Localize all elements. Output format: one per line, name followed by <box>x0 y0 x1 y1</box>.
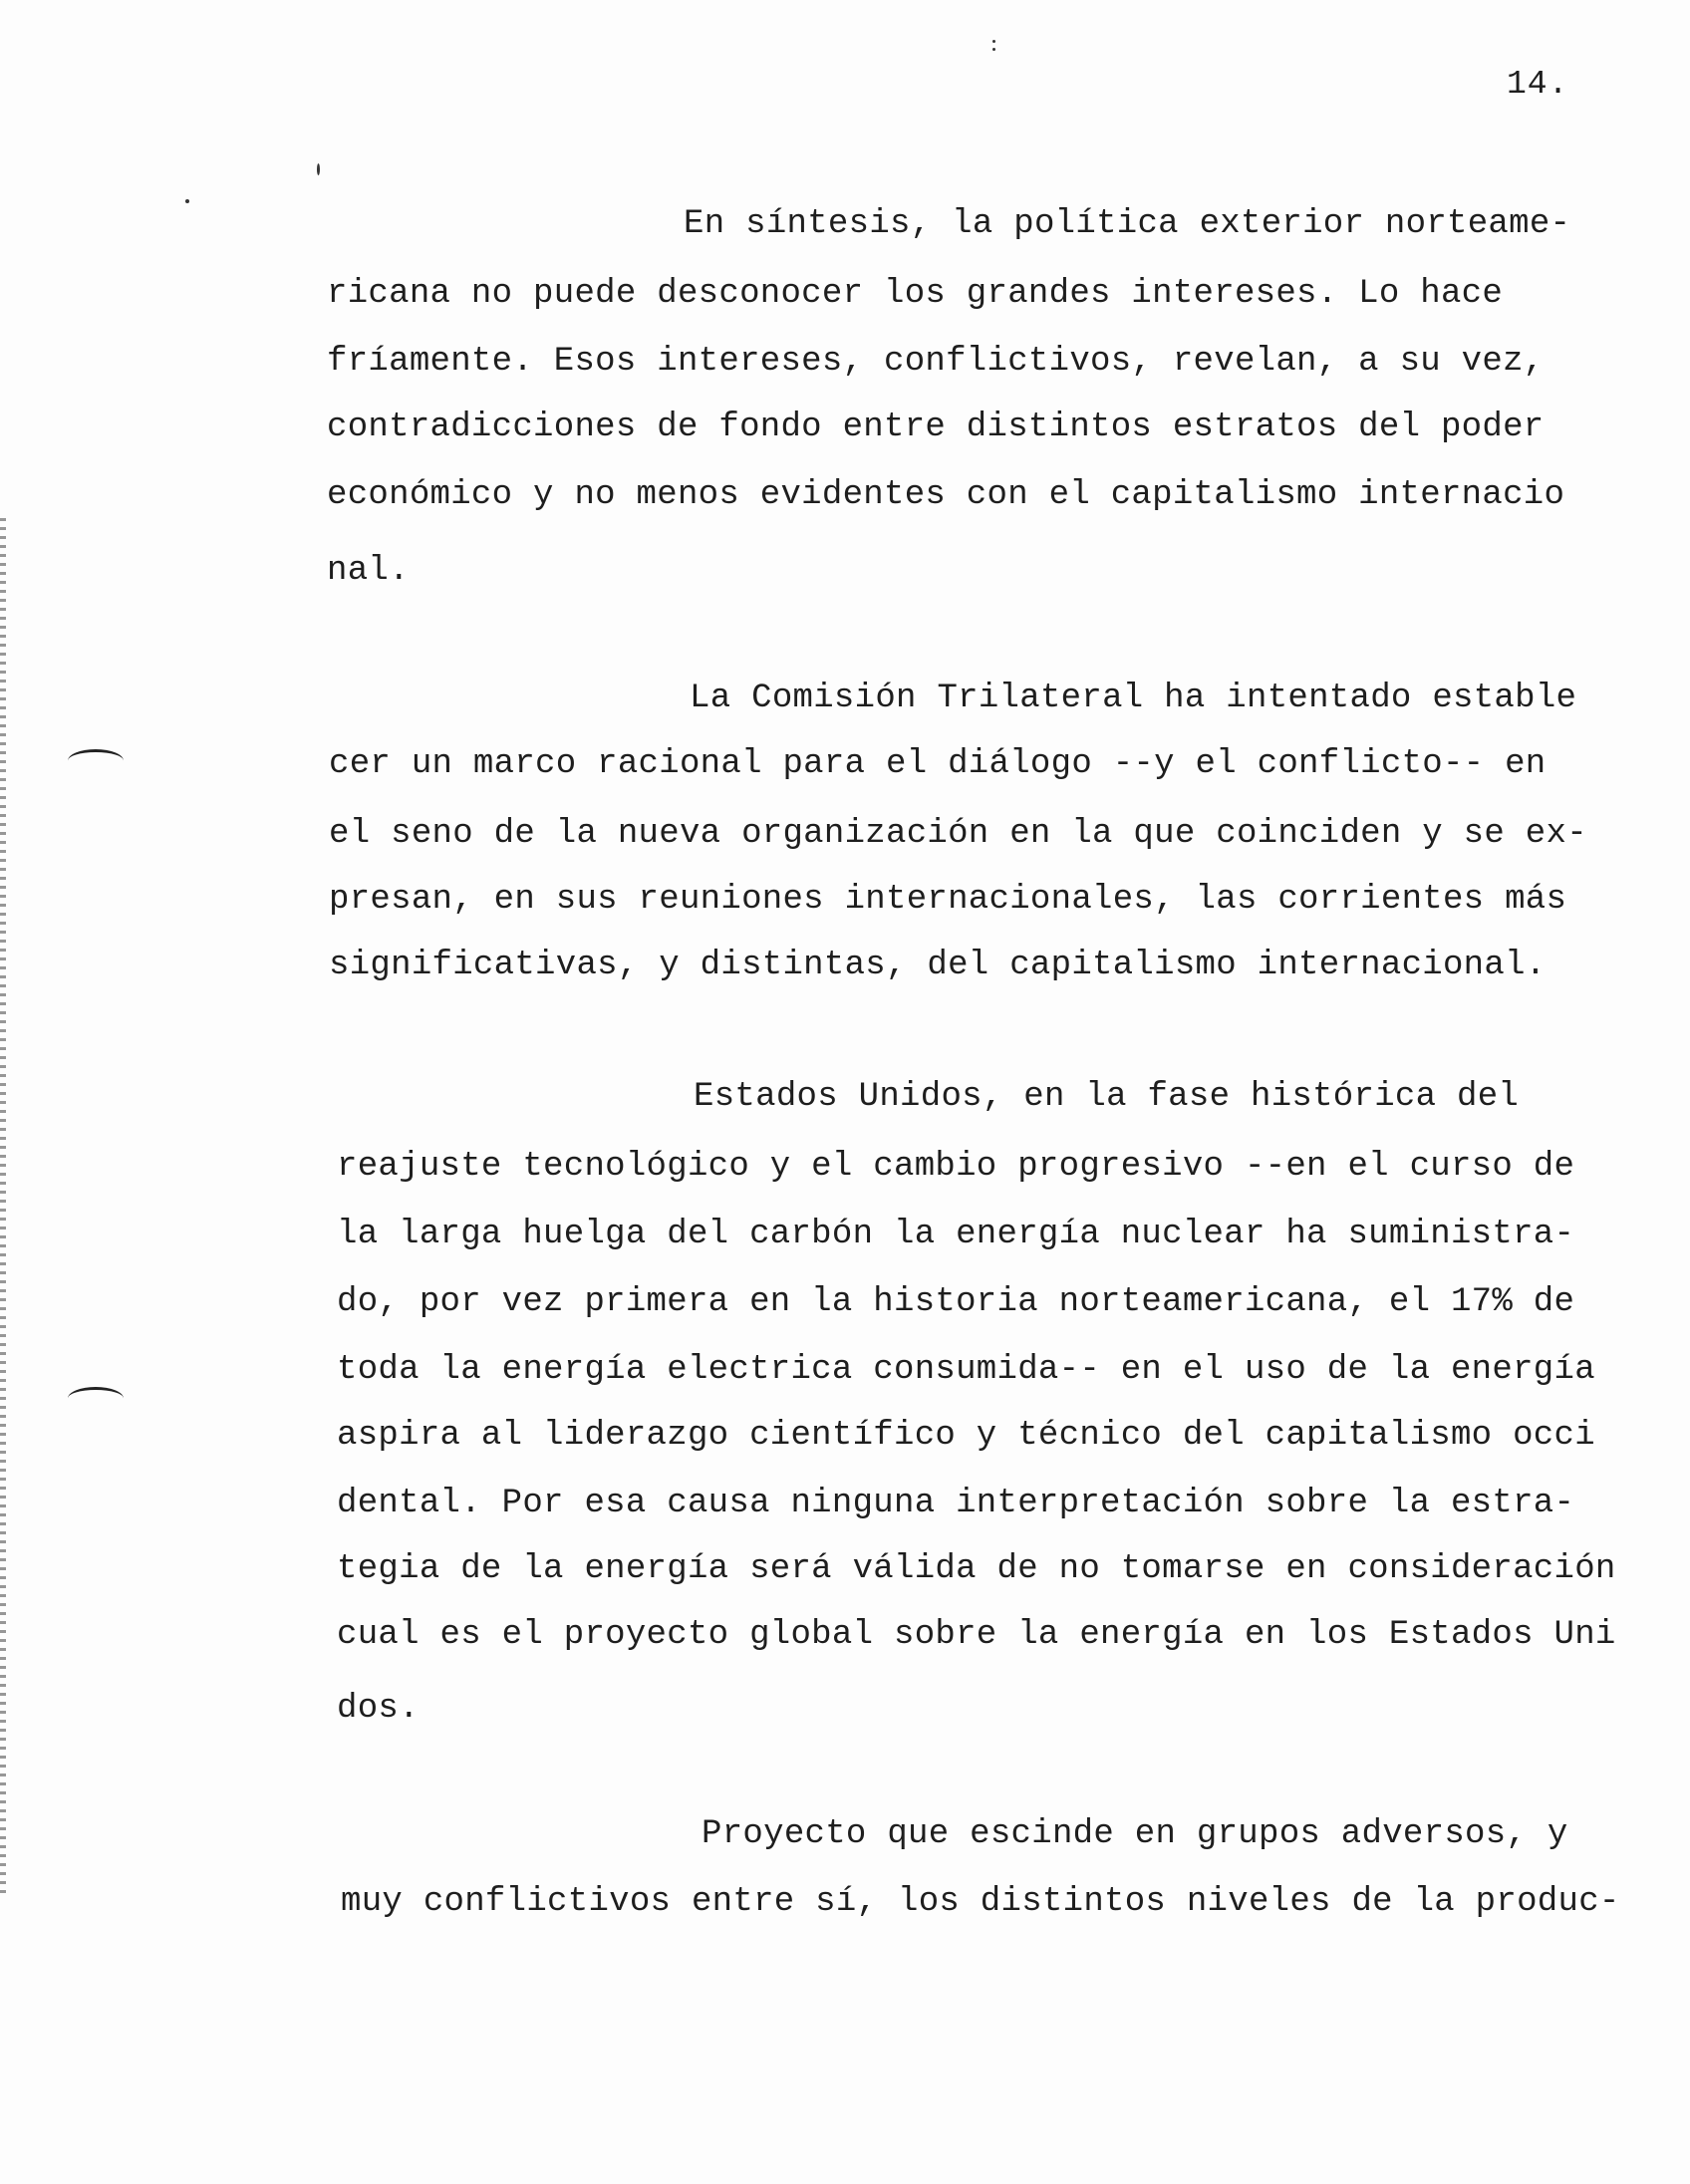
text-line: cer un marco racional para el diálogo --y el conflicto-- en <box>329 745 1547 783</box>
text-line: dos. <box>337 1690 420 1728</box>
scan-speck <box>317 163 320 175</box>
text-line: aspira al liderazgo científico y técnico del capitalismo occi <box>337 1417 1595 1455</box>
scan-speck <box>185 199 189 203</box>
text-line: Proyecto que escinde en grupos adversos, y <box>702 1815 1568 1853</box>
text-line: En síntesis, la política exterior norteame- <box>684 205 1571 243</box>
text-line: cual es el proyecto global sobre la energía en los Estados Uni <box>337 1616 1616 1654</box>
page-number: 14. <box>1507 66 1569 103</box>
text-line: económico y no menos evidentes con el capitalismo internacio <box>327 476 1565 514</box>
text-line: reajuste tecnológico y el cambio progresivo --en el curso de <box>337 1148 1575 1186</box>
scan-speck <box>992 48 995 51</box>
text-line: do, por vez primera en la historia norteamericana, el 17% de <box>337 1283 1575 1321</box>
scan-speck <box>992 40 995 43</box>
text-line: fríamente. Esos intereses, conflictivos, revelan, a su vez, <box>327 343 1545 381</box>
text-line: ricana no puede desconocer los grandes intereses. Lo hace <box>327 275 1504 313</box>
text-line: significativas, y distintas, del capitalismo internacional. <box>329 947 1547 984</box>
text-line: contradicciones de fondo entre distintos estratos del poder <box>327 409 1545 446</box>
text-line: nal. <box>327 552 410 590</box>
punch-hole-mark <box>68 1387 124 1410</box>
text-line: el seno de la nueva organización en la que coinciden y se ex- <box>329 815 1587 853</box>
binding-edge <box>0 518 6 1893</box>
text-line: toda la energía electrica consumida-- en el uso de la energía <box>337 1351 1595 1389</box>
text-line: La Comisión Trilateral ha intentado estable <box>690 680 1577 717</box>
text-line: presan, en sus reuniones internacionales, las corrientes más <box>329 881 1567 919</box>
text-line: la larga huelga del carbón la energía nuclear ha suministra- <box>337 1216 1575 1253</box>
text-line: Estados Unidos, en la fase histórica del <box>694 1078 1520 1116</box>
text-line: dental. Por esa causa ninguna interpretación sobre la estra- <box>337 1485 1575 1522</box>
text-line: muy conflictivos entre sí, los distintos niveles de la produc- <box>341 1883 1620 1921</box>
text-line: tegia de la energía será válida de no tomarse en consideración <box>337 1550 1616 1588</box>
punch-hole-mark <box>68 749 124 772</box>
